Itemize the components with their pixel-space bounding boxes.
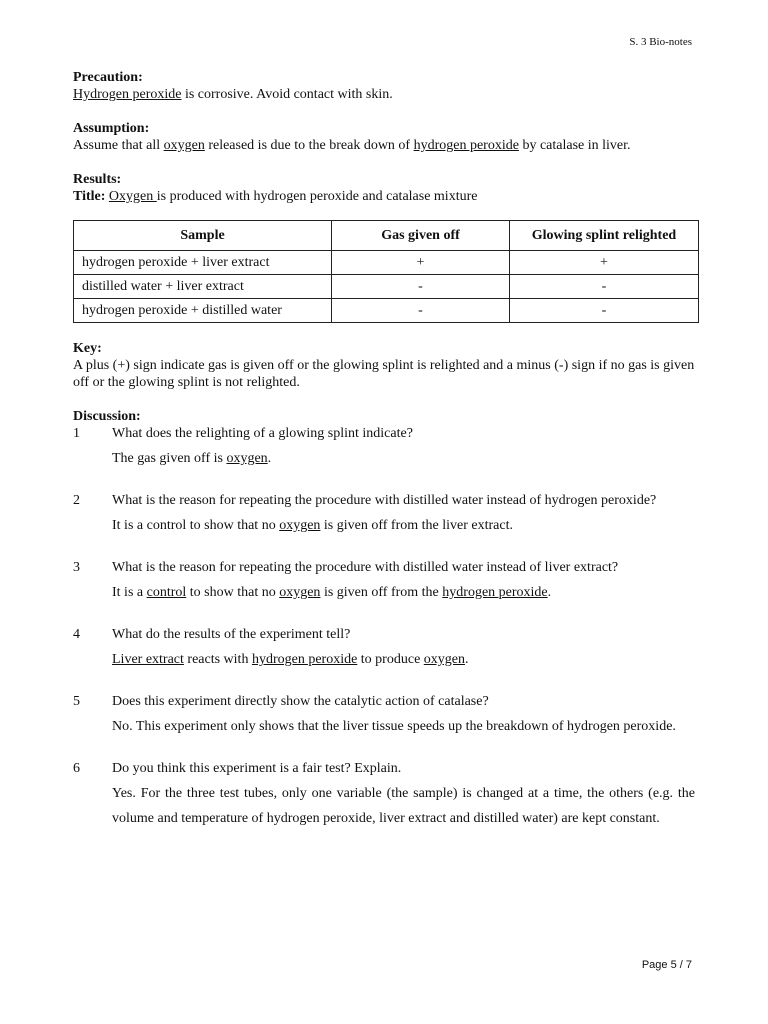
page-footer: Page 5 / 7 [641,959,692,971]
table-cell: distilled water + liver extract [74,275,332,299]
table-cell: - [510,275,699,299]
table-cell: + [332,251,510,275]
results-table [73,220,699,323]
answer-part: reacts with [183,652,252,667]
answer-part: It is a [112,585,147,600]
table-cell: - [510,299,699,323]
discussion-item [73,622,695,672]
answer-term: hydrogen peroxide [251,652,358,667]
table-cell: - [332,275,510,299]
question-text: What is the reason for repeating the procedure with distilled water instead of liver extract? [112,560,619,575]
table-row [74,251,699,275]
discussion-item [73,488,695,538]
precaution-title: Precaution: [73,70,143,85]
answer-text: No. This experiment only shows that the liver tissue speeds up the breakdown of hydrogen peroxide. [112,719,676,734]
key-title: Key: [73,341,102,356]
answer-term: oxygen [423,652,465,667]
question-text: What is the reason for repeating the procedure with distilled water instead of hydrogen peroxide? [112,493,657,508]
question-text: What does the relighting of a glowing splint indicate? [112,426,413,441]
answer-part: to produce [357,652,424,667]
question-body [112,622,695,672]
assumption-part: by catalase in liver. [518,138,631,153]
results-section [73,171,695,323]
answer-term: hydrogen peroxide [442,585,548,600]
question-body [112,555,695,605]
question-number: 6 [73,761,80,776]
answer-term: oxygen [279,518,321,533]
results-title-label: Title: [73,189,106,204]
answer-term: control [146,585,187,600]
table-row [74,299,699,323]
answer-text [112,580,695,605]
answer-part: is given off from the liver extract. [320,518,513,533]
answer-part: . [267,451,272,466]
answer-text [112,446,695,471]
question-text: Do you think this experiment is a fair test? Explain. [112,761,402,776]
key-section [73,340,695,391]
results-title-rest: is produced with hydrogen peroxide and catalase mixture [156,189,478,204]
assumption-part: Assume that all [73,138,164,153]
question-text: Does this experiment directly show the catalytic action of catalase? [112,694,489,709]
assumption-part: released is due to the break down of [204,138,414,153]
question-body [112,421,695,471]
question-number: 5 [73,694,80,709]
page-header: S. 3 Bio-notes [629,36,692,48]
question-number: 3 [73,560,80,575]
question-text: What do the results of the experiment tell? [112,627,351,642]
assumption-section [73,120,695,154]
question-body [112,488,695,538]
table-header-cell: Gas given off [332,221,510,251]
results-table-title [73,188,695,205]
answer-part: is given off from the [320,585,443,600]
discussion-item [73,756,695,831]
table-header-cell: Glowing splint relighted [510,221,699,251]
answer-term: oxygen [279,585,321,600]
question-body [112,756,695,831]
answer-text [112,513,695,538]
table-header-cell: Sample [74,221,332,251]
answer-part: to show that no [186,585,280,600]
answer-part: The gas given off is [112,451,227,466]
discussion-item [73,421,695,471]
question-number: 4 [73,627,80,642]
key-text: A plus (+) sign indicate gas is given off or the glowing splint is relighted and a minus (-) sign if no gas is given off or the glowing splint is not relighted. [73,358,695,390]
question-number: 1 [73,426,80,441]
discussion-item [73,689,695,739]
answer-text: Yes. For the three test tubes, only one variable (the sample) is changed at a time, the others (e.g. the volume and temperature of hydrogen peroxide, liver extract and distilled water) are kept constant. [112,786,695,826]
discussion-section [73,408,695,831]
answer-part: It is a control to show that no [112,518,280,533]
table-cell: hydrogen peroxide + distilled water [74,299,332,323]
page-content [73,69,695,848]
precaution-section [73,69,695,103]
assumption-term: oxygen [163,138,205,153]
precaution-text [73,86,695,103]
table-cell: - [332,299,510,323]
answer-term: Liver extract [112,652,184,667]
answer-part: . [547,585,552,600]
answer-part: . [465,652,469,667]
table-row [74,275,699,299]
table-cell: + [510,251,699,275]
answer-term: oxygen [226,451,268,466]
assumption-text [73,137,695,154]
question-body [112,689,695,739]
question-number: 2 [73,493,80,508]
results-title: Results: [73,172,122,187]
answer-text [112,647,695,672]
assumption-title: Assumption: [73,121,150,136]
table-header-row [74,221,699,251]
results-title-term: Oxygen [108,189,157,204]
assumption-term: hydrogen peroxide [413,138,519,153]
precaution-term: Hydrogen peroxide [73,87,182,102]
precaution-rest: is corrosive. Avoid contact with skin. [181,87,393,102]
discussion-item [73,555,695,605]
table-cell: hydrogen peroxide + liver extract [74,251,332,275]
discussion-title: Discussion: [73,409,141,424]
